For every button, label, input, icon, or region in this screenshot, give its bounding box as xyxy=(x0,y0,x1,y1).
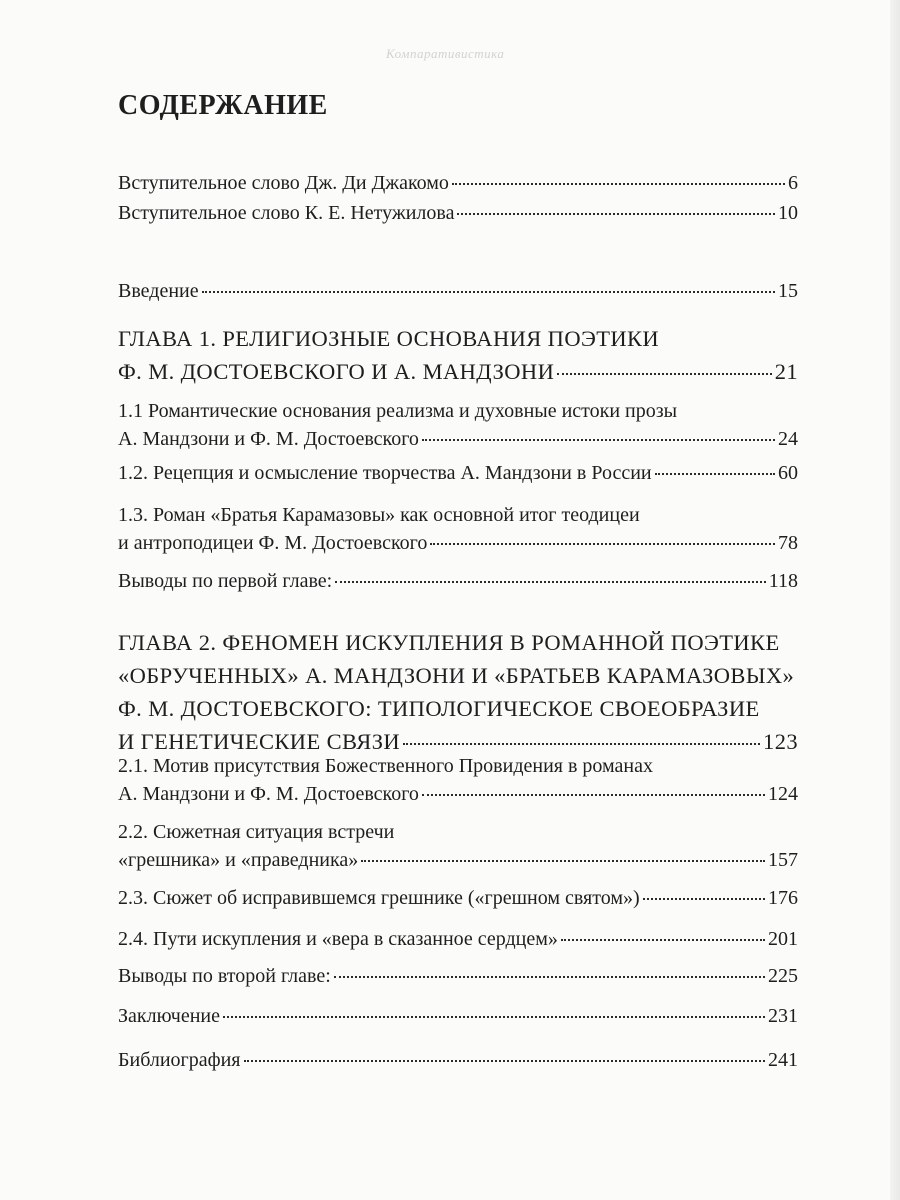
toc-entry-title: А. Мандзони и Ф. М. Достоевского xyxy=(118,783,419,805)
dot-leader xyxy=(643,897,765,900)
toc-entry-title: И ГЕНЕТИЧЕСКИЕ СВЯЗИ xyxy=(118,729,401,754)
toc-entry xyxy=(118,1046,798,1074)
toc-entry-title-line: Ф. М. ДОСТОЕВСКОГО: ТИПОЛОГИЧЕСКОЕ СВОЕОБРАЗИЕ xyxy=(118,696,760,721)
dot-leader xyxy=(561,938,765,941)
toc-entry-title: Выводы по второй главе: xyxy=(118,965,331,987)
dot-leader xyxy=(335,580,766,583)
toc-entry-title-line: ГЛАВА 1. РЕЛИГИОЗНЫЕ ОСНОВАНИЯ ПОЭТИКИ xyxy=(118,326,660,351)
toc-entry-title-line: «ОБРУЧЕННЫХ» А. МАНДЗОНИ И «БРАТЬЕВ КАРАМАЗОВЫХ» xyxy=(118,663,795,688)
dot-leader xyxy=(403,742,760,745)
dot-leader xyxy=(452,182,785,185)
toc-page-number: 118 xyxy=(768,570,798,592)
toc-page-number: 21 xyxy=(774,359,798,384)
dot-leader xyxy=(557,372,771,375)
toc-entry xyxy=(118,818,798,874)
toc-page-number: 176 xyxy=(768,887,798,909)
toc-entry-title-line: 2.2. Сюжетная ситуация встречи xyxy=(118,821,395,843)
toc-entry xyxy=(118,1002,798,1030)
page-spine-shadow xyxy=(890,0,900,1200)
dot-leader xyxy=(422,438,775,441)
dot-leader xyxy=(223,1015,765,1018)
toc-chapter-entry xyxy=(118,626,798,758)
toc-page-number: 24 xyxy=(778,428,798,450)
toc-page-number: 157 xyxy=(768,849,798,871)
toc-page-number: 241 xyxy=(768,1049,798,1071)
toc-entry xyxy=(118,567,798,595)
toc-entry xyxy=(118,397,798,453)
toc-entry-title: Заключение xyxy=(118,1005,220,1027)
toc-entry xyxy=(118,277,798,305)
toc-entry-title: 2.4. Пути искупления и «вера в сказанное сердцем» xyxy=(118,928,558,950)
toc-page-number: 78 xyxy=(778,532,798,554)
toc-page-number: 123 xyxy=(763,729,798,754)
toc-entry xyxy=(118,884,798,912)
toc-page-number: 231 xyxy=(768,1005,798,1027)
toc-entry-title: Ф. М. ДОСТОЕВСКОГО И А. МАНДЗОНИ xyxy=(118,359,555,384)
toc-chapter-entry xyxy=(118,322,798,388)
toc-page-number: 60 xyxy=(778,462,798,484)
toc-entry-title: Выводы по первой главе: xyxy=(118,570,333,592)
page-title: СОДЕРЖАНИЕ xyxy=(118,90,328,121)
toc-page-number: 201 xyxy=(768,928,798,950)
toc-entry xyxy=(118,169,798,197)
dot-leader xyxy=(457,212,775,215)
toc-entry-title: «грешника» и «праведника» xyxy=(118,849,359,871)
toc-entry xyxy=(118,501,798,557)
toc-entry-title: Библиография xyxy=(118,1049,241,1071)
toc-page-number: 15 xyxy=(778,280,798,302)
running-head: Компаративистика xyxy=(386,46,505,61)
dot-leader xyxy=(422,793,765,796)
dot-leader xyxy=(202,290,775,293)
dot-leader xyxy=(430,542,775,545)
toc-entry-title-line: 2.1. Мотив присутствия Божественного Провидения в романах xyxy=(118,755,654,777)
toc-page-number: 225 xyxy=(768,965,798,987)
toc-entry xyxy=(118,199,798,227)
dot-leader xyxy=(655,472,775,475)
toc-entry xyxy=(118,752,798,808)
toc-entry-title: Вступительное слово Дж. Ди Джакомо xyxy=(118,172,449,194)
dot-leader xyxy=(334,975,765,978)
toc-page-number: 6 xyxy=(788,172,798,194)
toc-entry-title-line: ГЛАВА 2. ФЕНОМЕН ИСКУПЛЕНИЯ В РОМАННОЙ ПОЭТИКЕ xyxy=(118,630,780,655)
toc-entry xyxy=(118,459,798,487)
toc-entry-title: 1.2. Рецепция и осмысление творчества А. Мандзони в России xyxy=(118,462,652,484)
toc-entry-title: Введение xyxy=(118,280,199,302)
toc-entry-title: 2.3. Сюжет об исправившемся грешнике («грешном святом») xyxy=(118,887,640,909)
toc-entry xyxy=(118,925,798,953)
toc-entry-title-line: 1.3. Роман «Братья Карамазовы» как основной итог теодицеи xyxy=(118,504,640,526)
toc-entry-title: и антроподицеи Ф. М. Достоевского xyxy=(118,532,428,554)
toc-entry-title-line: 1.1 Романтические основания реализма и духовные истоки прозы xyxy=(118,400,678,422)
toc-entry xyxy=(118,962,798,990)
dot-leader xyxy=(361,859,765,862)
toc-entry-title: Вступительное слово К. Е. Нетужилова xyxy=(118,202,455,224)
toc-entry-title: А. Мандзони и Ф. М. Достоевского xyxy=(118,428,419,450)
toc-page-number: 10 xyxy=(778,202,798,224)
toc-page-number: 124 xyxy=(768,783,798,805)
dot-leader xyxy=(244,1059,766,1062)
